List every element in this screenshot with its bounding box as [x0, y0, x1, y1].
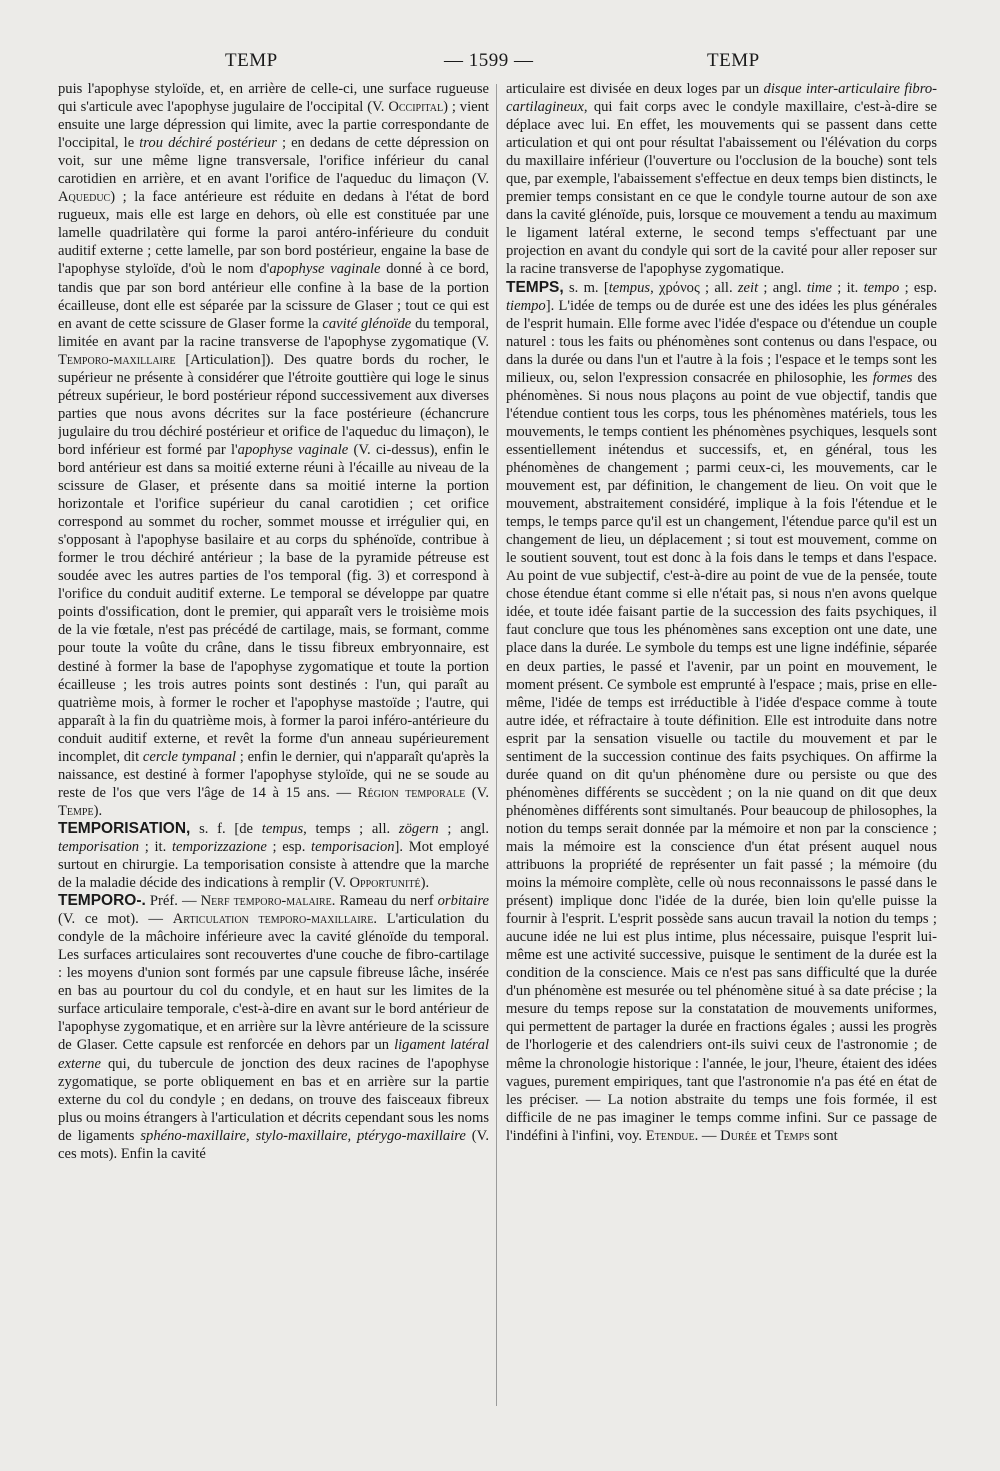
- italic-term: formes: [872, 369, 913, 386]
- italic-term: disque inter-articulaire fibro-cartilagineux: [506, 81, 937, 116]
- italic-term: temporizzazione: [171, 838, 267, 855]
- italic-term: trou déchiré postérieur: [139, 135, 277, 152]
- entry-headword: TEMPORISATION,: [58, 819, 191, 837]
- entry-temporisation: [58, 820, 489, 892]
- cross-reference: Durée: [720, 1127, 757, 1144]
- text-run: , χρόνος ; all.: [650, 279, 738, 296]
- entry-headword: TEMPS,: [506, 278, 564, 296]
- text-run: ]. Mot employé surtout en chirurgie. La temporisation consiste à attendre que la marche de la maladie décide des indications à remplir (V.: [58, 838, 489, 892]
- text-run: ) ; la face antérieure est réduite en dedans à l'état de bord rugueux, mais elle est large en dehors, où elle est constituée par une lamelle quadrilatère qui forme la paroi antéro-inférieure du conduit auditif externe ; cette lamelle, par son bord postérieur, engaine la base de l'apophyse styloïde, d'où le nom d': [58, 189, 489, 278]
- text-run: ; angl.: [758, 279, 807, 296]
- cross-reference: Temps: [774, 1127, 810, 1144]
- left-column: [58, 80, 489, 1412]
- italic-term: tempus: [261, 820, 304, 837]
- text-run: s. f. [de: [190, 820, 262, 837]
- column-divider: [496, 84, 497, 1406]
- italic-term: sphéno-maxillaire, stylo-maxillaire, ptérygo-maxillaire: [140, 1127, 466, 1144]
- text-run: s. m. [: [563, 279, 609, 296]
- text-run: ]. L'idée de temps ou de durée est une des idées les plus générales de l'esprit humain. Elle forme avec l'idée d'espace ou d'étendue un couple naturel : tous les faits ou phénomènes sont contenus ou dans l'espace, ou dans la durée ou dans l'un et l'autre à la fois ; l'espace et le temps sont les milieux, ou, selon l'expression consacrée en philosophie, les: [506, 297, 937, 386]
- text-run: sont: [809, 1127, 838, 1144]
- cross-reference: Aqueduc: [58, 189, 111, 206]
- entry-temps: [506, 279, 937, 1145]
- subentry-term: Articulation temporo-maxillaire: [172, 911, 374, 928]
- entry-headword: TEMPORO-.: [58, 892, 146, 910]
- cross-reference: Occipital: [388, 99, 444, 116]
- italic-term: temporisacion: [311, 838, 395, 855]
- italic-term: zeit: [737, 279, 759, 296]
- text-run: . Rameau du nerf: [331, 893, 438, 910]
- cross-reference: Tempe: [58, 802, 94, 819]
- header-left-keyword: TEMP: [225, 50, 278, 71]
- cross-reference: Temporo-maxillaire: [58, 351, 176, 368]
- italic-term: temporisation: [58, 838, 140, 855]
- text-run: ; angl.: [438, 820, 489, 837]
- text-run: Préf. —: [145, 893, 201, 910]
- text-run: (V. ci-dessus), enfin le bord antérieur est dans sa moitié externe réuni à l'écaille au niveau de la scissure de Glaser, et présente dans sa moitié interne la portion horizontale et l'orifice supérieur du canal carotidien ; cet orifice correspond au sommet du rocher, sommet mousse et irrégulier qui, en s'opposant à l'apophyse basilaire et au corps du sphénoïde, contribue à former le trou déchiré antérieur ; la base de la pyramide pétreuse est soudée avec les autres parties de l'os temporal (fig. 3) et correspond à l'orifice du conduit auditif externe. Le temporal se développe par quatre points d'ossification, dont le premier, qui apparaît vers le troisième mois de la vie fœtale, n'est pas précédé de cartilage, mais, se formant, comme pour toute la voûte du crâne, dans le tissu fibreux embryonnaire, est destiné à former la base de l'apophyse zygomatique et toute la portion écailleuse ; les trois autres points sont destinés : l'un, qui paraît au quatrième mois, à former le rocher et l'apophyse mastoïde ; l'autre, qui apparaît à la fin du quatrième mois, à former la paroi inféro-antérieure du conduit auditif externe, et revêt la forme d'un anneau supérieurement incomplet, dit: [58, 441, 489, 765]
- text-run: . —: [694, 1127, 721, 1144]
- text-run: (V. ce mot). —: [58, 911, 173, 928]
- entry-temporo: [58, 892, 489, 1163]
- text-run: , temps ; all.: [303, 820, 399, 837]
- text-run: ) ; vient ensuite une large dépression qui limite, avec la partie correspondante de l'occipital, le: [58, 99, 489, 152]
- text-run: [Articulation]). Des quatre bords du rocher, le supérieur ne présente à considérer que l'étroite gouttière qui loge le sinus pétreux supérieur, le bord postérieur répond successivement aux diverses parties que nous avons décrites sur la face postérieure (échancrure jugulaire du trou déchiré postérieur et orifice de l'aqueduc du limaçon), le bord inférieur est formé par l': [58, 351, 489, 458]
- text-run: ; it.: [139, 838, 172, 855]
- text-run: du temporal, limitée en avant par la racine transverse de l'apophyse zygomatique (V.: [58, 315, 489, 350]
- running-header: [0, 50, 1000, 76]
- italic-term: tempus: [608, 279, 651, 296]
- text-run: des phénomènes. Si nous nous plaçons au point de vue objectif, tandis que l'étendue contient tous les corps, tous les phénomènes matériels, tous les mouvements, le temps contient les phénomènes psychiques, lesquels sont essentiellement inétendus et successifs, et, en général, tous les phénomènes de changement ; parmi ceux-ci, les mouvements, car le mouvement est, par définition, le changement de lieu. On voit que le mouvement, abstraitement considéré, implique à la fois l'étendue et le temps, le temps parce qu'il est un changement, l'étendue parce qu'il est un changement de lieu, un déplacement ; si tout est mouvement, comme on le soutient souvent, tout est donc à la fois dans le temps et dans l'espace. Au point de vue subjectif, c'est-à-dire au point de vue de la pensée, toute chose étendue étant comme si elle n'était pas, si nous n'en avons quelque idée, et toute idée faisant partie de la succession des faits psychiques, il faut conclure que tous les phénomènes sans exception ont une date, une place dans la durée. Le symbole du temps est une ligne indéfinie, séparée en deux parties, le passé et l'avenir, par un point en mouvement, le moment présent. Ce symbole est emprunté à l'espace ; mais, prise en elle-même, l'idée de temps est irréductible à l'idée d'espace comme à toute autre idée, et réfractaire à toute définition. Elle est introduite dans notre esprit par la sensation visuelle ou tactile du mouvement et par le sentiment de la succession continue des faits psychiques. On affirme la durée quand on dit qu'un phénomène dure ou persiste ou que des phénomènes différents se succèdent ; on la nie quand on dit que deux phénomènes différents sont simultanés. Pour beaucoup de philosophes, la notion du temps serait donnée par la mémoire et non par la conscience ; mais la mémoire est la conscience d'un état présent auquel nous attribuons la propriété de représenter un fait passé ; la mémoire (du moins la mémoire complète, celle où nous reconnaissons le passé dans le présent) implique donc l'idée de la durée, bien loin qu'elle puisse la fournir à l'esprit. L'esprit possède sans aucun travail la notion du temps ; aucune idée ne lui est plus intime, plus nécessaire, puisque l'esprit lui-même est une activité successive, puisque le sentiment de la durée est la condition de la conscience. Mais ce n'est pas sans difficulté que la durée d'un phénomène est mesurée ou tel phénomène situé à sa date précise ; la mesure du temps repose sur la constatation de mouvements uniformes, qui permettent de partager la durée en fractions égales ; aussi les progrès de l'horlogerie et des calendriers ont-ils suivi ceux de l'astronomie ; de même la chronologie historique : l'année, le jour, l'heure, étaient des idées vagues, purement empiriques, tant que l'astronomie n'a pas été en état de les préciser. — La notion abstraite du temps une fois formée, il est difficile de ne pas imaginer le temps comme infini. Sur ce passage de l'indéfini à l'infini, voy.: [506, 369, 937, 1144]
- italic-term: orbitaire: [437, 893, 489, 910]
- right-column: [506, 80, 937, 1412]
- text-run: et: [756, 1127, 775, 1144]
- text-run: donné à ce bord, tandis que par son bord antérieur elle confine à la base de la portion écailleuse, dont elle est séparée par la scissure de Glaser ; tout ce qui est en avant de cette scissure de Glaser forme la: [58, 261, 489, 332]
- text-run: , qui fait corps avec le condyle maxillaire, c'est-à-dire se déplace avec lui. En effet, les mouvements qui se passent dans cette articulation et qui ont pour résultat l'abaissement ou l'élévation du corps du maxillaire inférieur (l'ouverture ou l'occlusion de la bouche) sont tels que, par exemple, l'abaissement s'effectue en deux temps bien distincts, le premier temps consistant en ce que le condyle tourne autour de son axe dans la cavité glénoïde, puis, lorsque ce mouvement a tendu au maximum le ligament latéral externe, le second temps s'effectuant par une projection en avant du condyle qui sort de la cavité pour aller reposer sur la racine transverse de l'apophyse zygomatique.: [506, 99, 937, 278]
- cross-reference: Opportunité: [349, 875, 421, 892]
- italic-term: ligament latéral externe: [58, 1037, 489, 1072]
- italic-term: tempo: [863, 279, 900, 296]
- text-run: ; esp.: [266, 838, 312, 855]
- italic-term: time: [806, 279, 832, 296]
- text-run: articulaire est divisée en deux loges par un: [506, 81, 764, 97]
- text-run: qui, du tubercule de jonction des deux racines de l'apophyse zygomatique, se porte obliquement en bas et en arrière sur la partie externe du col du condyle ; en dedans, on trouve des faisceaux fibreux plus ou moins étrangers à l'articulation et décrits cependant sous les noms de ligaments: [58, 1055, 489, 1144]
- text-run: ; enfin le dernier, qui n'apparaît qu'après la naissance, est destiné à former l'apophyse styloïde, qui ne se soude au reste de l'os que vers l'âge de 14 à 15 ans. —: [58, 748, 489, 801]
- text-run: ; esp.: [899, 279, 937, 296]
- text-run: ; it.: [831, 279, 864, 296]
- italic-term: zögern: [398, 820, 439, 837]
- text-run: ).: [93, 802, 103, 819]
- italic-term: cercle tympanal: [142, 748, 237, 765]
- page-number: — 1599 —: [444, 50, 534, 71]
- text-run: puis l'apophyse styloïde, et, en arrière de celle-ci, une surface rugueuse qui s'articule avec l'apophyse jugulaire de l'occipital (V.: [58, 81, 489, 116]
- subentry-term: Nerf temporo-malaire: [200, 893, 332, 910]
- cross-reference: Région temporale: [357, 784, 466, 801]
- text-run: ).: [420, 875, 430, 892]
- text-run: (V. ces mots). Enfin la cavité: [58, 1127, 489, 1162]
- italic-term: apophyse vaginale: [237, 441, 349, 458]
- text-run: (V.: [465, 784, 489, 801]
- temporo-continuation: [506, 80, 937, 279]
- italic-term: apophyse vaginale: [269, 261, 381, 278]
- text-run: . L'articulation du condyle de la mâchoire inférieure avec la cavité glénoïde du temporal. Les surfaces articulaires sont recouvertes d'une couche de fibro-cartilage : les moyens d'union sont formés par une capsule fibreuse lâche, insérée en bas au pourtour du col du condyle, et en haut sur les limites de la surface articulaire temporale, c'est-à-dire en avant sur le bord antérieur de l'apophyse zygomatique, et en arrière sur la lèvre antérieure de la scissure de Glaser. Cette capsule est renforcée en dehors par un: [58, 911, 489, 1054]
- temporal-bone-continuation: [58, 80, 489, 820]
- italic-term: cavité glénoïde: [322, 315, 412, 332]
- italic-term: tiempo: [506, 297, 546, 314]
- header-right-keyword: TEMP: [707, 50, 760, 71]
- cross-reference: Etendue: [645, 1127, 695, 1144]
- text-run: ; en dedans de cette dépression on voit, sur une même ligne transversale, l'orifice inférieur du canal carotidien en arrière, et en avant l'orifice de l'aqueduc du limaçon (V.: [58, 135, 489, 188]
